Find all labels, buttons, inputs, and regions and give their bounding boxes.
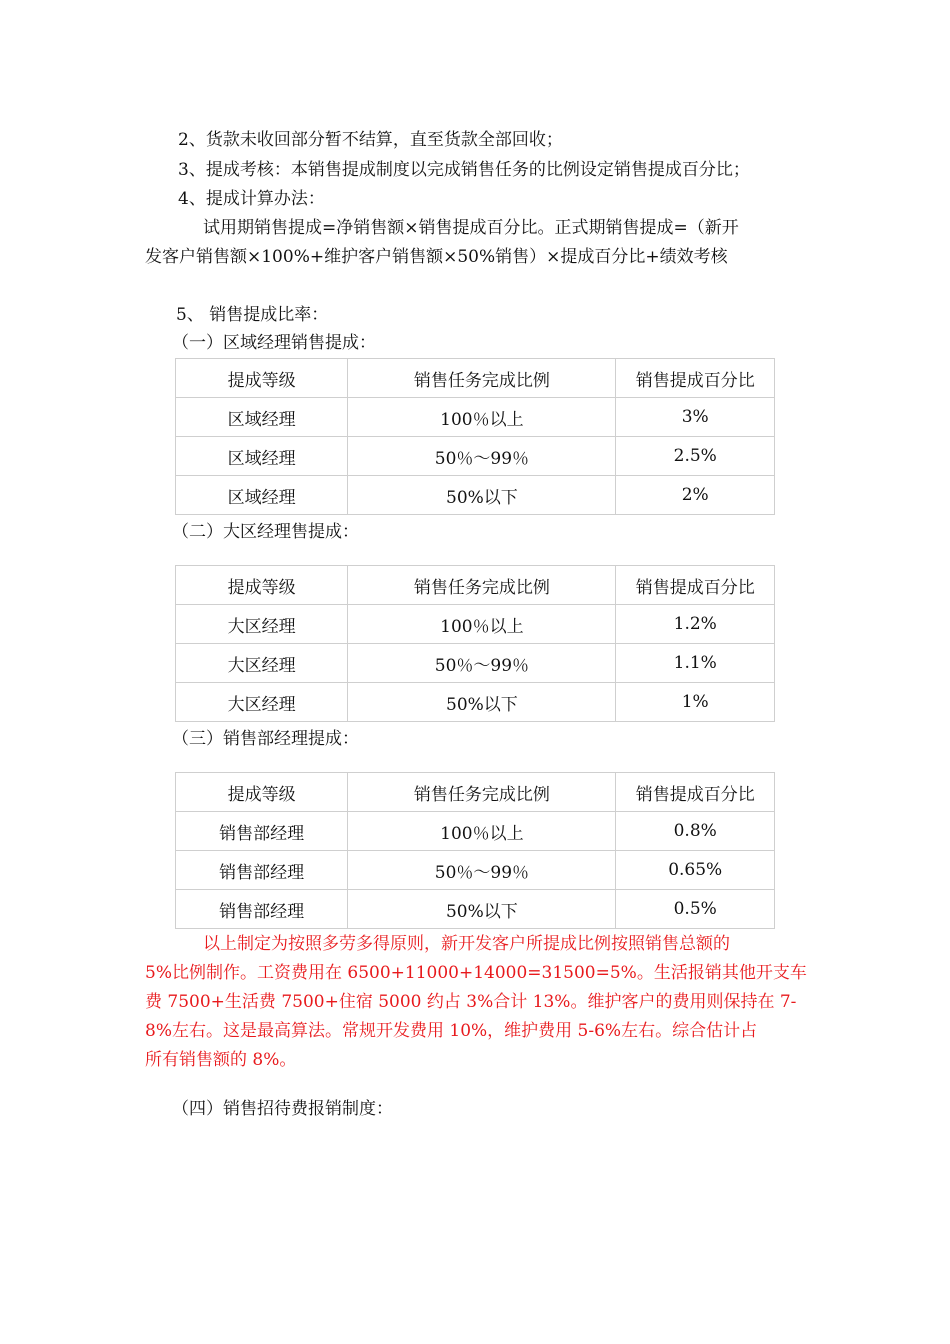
table-row — [176, 683, 775, 722]
table-cell: 50％～99％ — [348, 851, 616, 890]
table-header-row — [176, 566, 775, 605]
table-cell: 0.65% — [616, 851, 775, 890]
table-cell: 50%以下 — [348, 890, 616, 929]
table-cell: 3% — [616, 398, 775, 437]
table-cell: 100％以上 — [348, 605, 616, 644]
sales-manager-table — [175, 772, 775, 929]
table-cell: 50%以下 — [348, 476, 616, 515]
note-line-2: 5%比例制作。工资费用在 6500+11000+14000=31500=5%。生活报销其他开支车 — [145, 963, 807, 983]
table-header-row — [176, 359, 775, 398]
table-row — [176, 476, 775, 515]
table-cell: 区域经理 — [176, 437, 348, 476]
table-row — [176, 437, 775, 476]
header-cell: 销售任务完成比例 — [348, 566, 616, 605]
table-cell: 大区经理 — [176, 683, 348, 722]
table-cell: 销售部经理 — [176, 851, 348, 890]
note-line-5: 所有销售额的 8%。 — [145, 1050, 297, 1070]
district-manager-table — [175, 565, 775, 722]
header-cell: 提成等级 — [176, 566, 348, 605]
table-cell: 大区经理 — [176, 644, 348, 683]
table-cell: 50％～99％ — [348, 644, 616, 683]
section-3-title: （三）销售部经理提成： — [172, 729, 359, 749]
note-line-4: 8%左右。这是最高算法。常规开发费用 10%，维护费用 5-6%左右。综合估计占 — [145, 1021, 758, 1041]
table-row — [176, 851, 775, 890]
item-4-body-line-2: 发客户销售额×100%+维护客户销售额×50%销售）×提成百分比+绩效考核 — [145, 247, 728, 267]
section-2-title: （二）大区经理售提成： — [172, 522, 359, 542]
section-1-title: （一）区域经理销售提成： — [172, 333, 376, 353]
table-cell: 区域经理 — [176, 476, 348, 515]
table-cell: 1.2% — [616, 605, 775, 644]
table-row — [176, 644, 775, 683]
table-header-row — [176, 773, 775, 812]
header-cell: 提成等级 — [176, 359, 348, 398]
table-cell: 2.5% — [616, 437, 775, 476]
section-4-title: （四）销售招待费报销制度： — [172, 1099, 393, 1119]
header-cell: 销售任务完成比例 — [348, 773, 616, 812]
note-line-1: 以上制定为按照多劳多得原则，新开发客户所提成比例按照销售总额的 — [203, 934, 730, 954]
item-4: 4、提成计算办法： — [178, 189, 325, 209]
table-cell: 0.8% — [616, 812, 775, 851]
table-cell: 100％以上 — [348, 398, 616, 437]
table-cell: 大区经理 — [176, 605, 348, 644]
table-row — [176, 605, 775, 644]
table-cell: 50%以下 — [348, 683, 616, 722]
regional-manager-table — [175, 358, 775, 515]
table-row — [176, 890, 775, 929]
header-cell: 提成等级 — [176, 773, 348, 812]
table-cell: 50％～99％ — [348, 437, 616, 476]
table-cell: 1% — [616, 683, 775, 722]
table-cell: 销售部经理 — [176, 890, 348, 929]
header-cell: 销售提成百分比 — [616, 359, 775, 398]
item-4-body-line-1: 试用期销售提成=净销售额×销售提成百分比。正式期销售提成=（新开 — [203, 218, 739, 238]
item-5: 5、 销售提成比率： — [176, 305, 329, 325]
header-cell: 销售任务完成比例 — [348, 359, 616, 398]
table-row — [176, 398, 775, 437]
table-cell: 100％以上 — [348, 812, 616, 851]
table-cell: 销售部经理 — [176, 812, 348, 851]
table-row — [176, 812, 775, 851]
table-cell: 2% — [616, 476, 775, 515]
item-2: 2、货款未收回部分暂不结算，直至货款全部回收； — [178, 130, 563, 150]
table-cell: 0.5% — [616, 890, 775, 929]
table-cell: 区域经理 — [176, 398, 348, 437]
table-cell: 1.1% — [616, 644, 775, 683]
note-line-3: 费 7500+生活费 7500+住宿 5000 约占 3%合计 13%。维护客户的费用则保持在 7- — [145, 992, 797, 1012]
header-cell: 销售提成百分比 — [616, 773, 775, 812]
item-3: 3、提成考核：本销售提成制度以完成销售任务的比例设定销售提成百分比； — [178, 160, 750, 180]
header-cell: 销售提成百分比 — [616, 566, 775, 605]
